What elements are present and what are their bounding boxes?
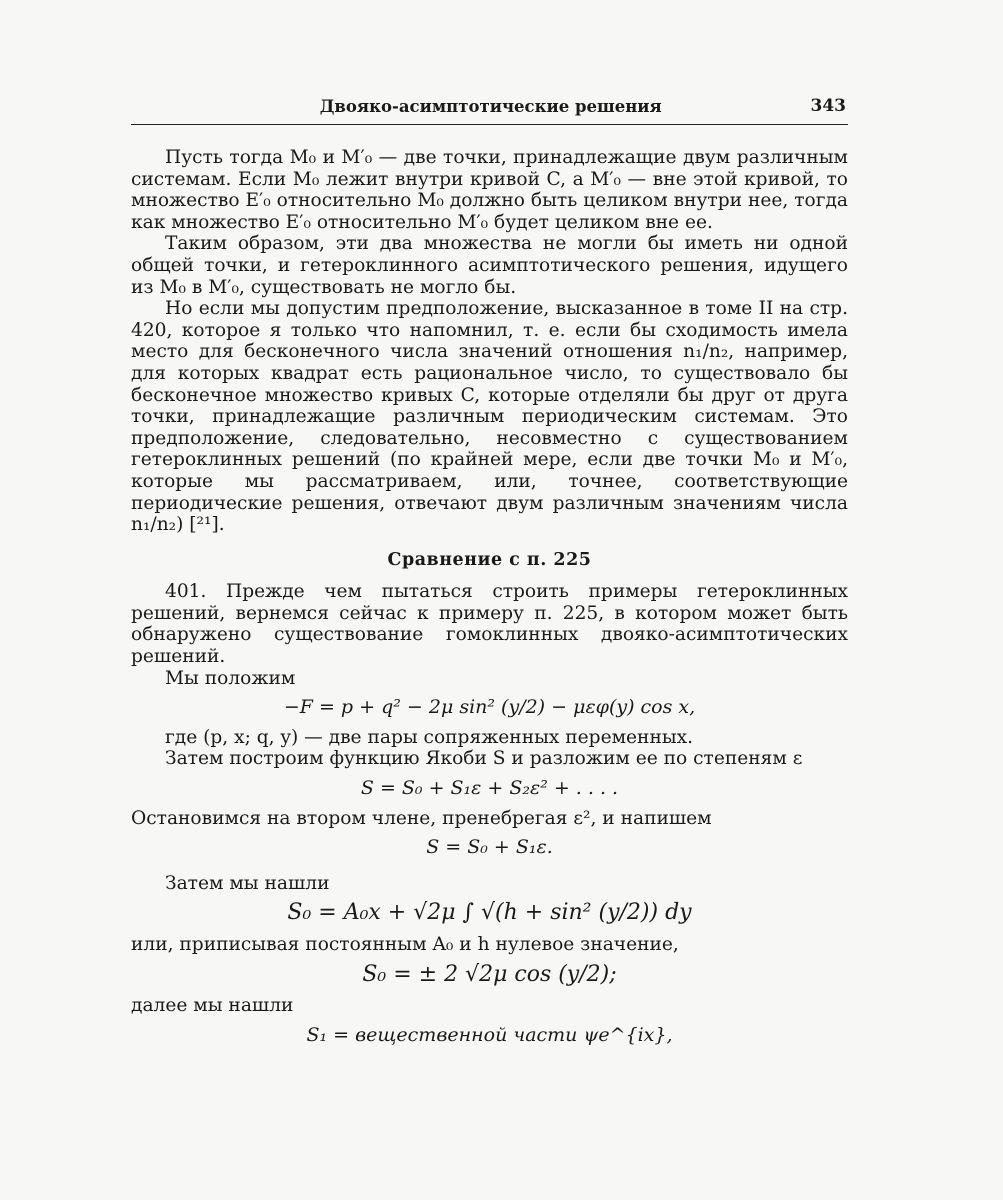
paragraph-we-set: Мы положим [165,667,296,689]
formula-s0-cos: S₀ = ± 2 √2μ cos (y/2); [362,961,617,987]
paragraph-assumption: Но если мы допустим предположение, высказанное в томе II на стр. 420, которое я только что напомнил, т. е. если бы сходимость имела место для бесконечного числа значений отношения n₁/n₂, например, для которых квадрат есть рациональное число, то существовало бы бесконечное множество кривых C, которые отделяли бы друг от друга точки, принадлежащие различным периодическим системам. Это предположение, следовательно, несовместно с существованием гетероклинных решений (по крайней мере, если две точки M₀ и M′₀, которые мы рассматриваем, или, точнее, соответствующие периодические решения, отвечают двум различным значениям числа n₁/n₂) [²¹]. [131,298,848,536]
paragraph-sets: Таким образом, эти два множества не могли бы иметь ни одной общей точки, и гетероклинного асимптотического решения, идущего из M₀ в M′₀, существовать не могло бы. [131,233,848,298]
paragraph-401: 401. Прежде чем пытаться строить примеры гетероклинных решений, вернемся сейчас к примеру п. 225, в котором может быть обнаружено существование гомоклинных двояко-асимптотических решений. [131,581,848,668]
section-title: Сравнение с п. 225 [387,549,592,570]
paragraph-stop: Остановимся на втором члене, пренебрегая ε², и напишем [131,807,712,829]
book-page [131,92,848,1054]
paragraph-found: Затем мы нашли [165,872,330,894]
formula-hamiltonian: −F = p + q² − 2μ sin² (y/2) − μεφ(y) cos x, [283,696,696,719]
paragraph-further: далее мы нашли [131,995,294,1017]
formula-series: S = S₀ + S₁ε + S₂ε² + . . . . [360,777,619,800]
formula-s0-integral: S₀ = A₀x + √2μ ∫ √(h + sin² (y/2)) dy [287,900,692,926]
formula-s1: S₁ = вещественной части ψe^{ix}, [306,1023,673,1046]
running-head: Двояко-асимптотические решения [319,97,662,117]
page-number: 343 [810,96,846,117]
paragraph-points: Пусть тогда M₀ и M′₀ — две точки, принадлежащие двум различным системам. Если M₀ лежит внутри кривой C, а M′₀ — вне этой кривой, то множество E′₀ относительно M₀ должно быть целиком внутри нее, тогда как множество E′₀ относительно M′₀ будет целиком вне ее. [131,147,848,233]
formula-truncated: S = S₀ + S₁ε. [426,836,553,859]
paragraph-jacobi: Затем построим функцию Якоби S и разложим ее по степеням ε [165,748,803,770]
page-header [131,92,848,125]
paragraph-where: где (p, x; q, y) — две пары сопряженных переменных. [165,726,694,748]
paragraph-or: или, приписывая постоянным A₀ и h нулевое значение, [131,934,679,955]
